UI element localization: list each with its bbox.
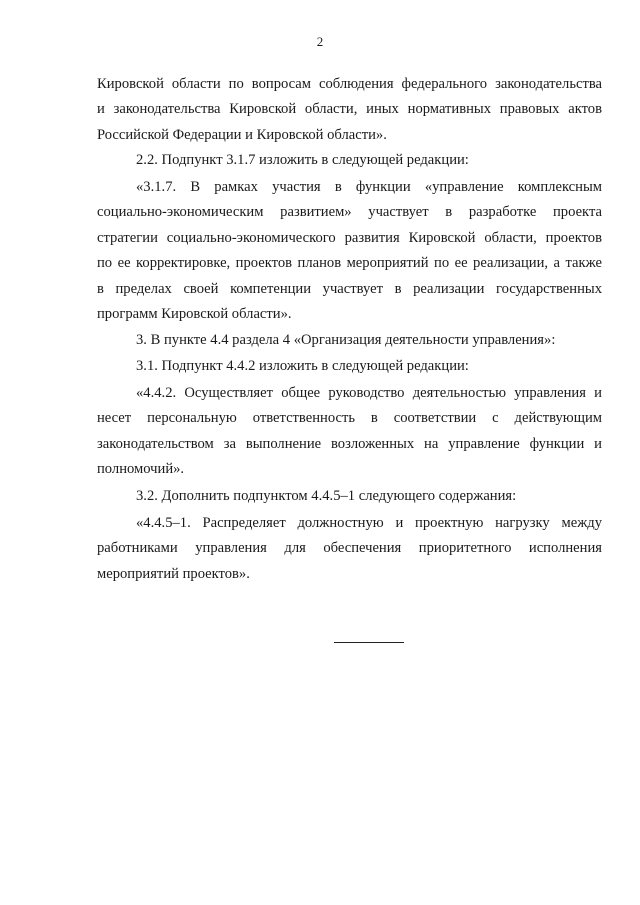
page-number: 2 (316, 34, 324, 49)
text-line: Российской Федерации и Кировской области». (97, 126, 387, 143)
paragraph-3 (97, 328, 602, 353)
paragraph-4-4-2 (97, 381, 602, 483)
paragraph-3-2 (97, 484, 602, 509)
text-line: работниками управления для обеспечения приоритетного исполнения (97, 540, 602, 557)
text-line: 2.2. Подпункт 3.1.7 изложить в следующей редакции: (136, 152, 469, 168)
text-line: «4.4.5–1. Распределяет должностную и проектную нагрузку между (136, 515, 602, 531)
text-line: 3.2. Дополнить подпунктом 4.4.5–1 следующего содержания: (136, 488, 517, 504)
text-line: Кировской области по вопросам соблюдения федерального законодательства (97, 76, 602, 92)
text-line: 3. В пункте 4.4 раздела 4 «Организация деятельности управления»: (136, 332, 556, 348)
paragraph-3-1-7 (97, 175, 602, 327)
text-line: несет персональную ответственность в соответствии с действующим (97, 410, 602, 427)
text-line: стратегии социально-экономического развития Кировской области, проектов (97, 229, 602, 246)
text-line: программ Кировской области». (97, 306, 292, 323)
paragraph-4-4-5-1 (97, 511, 602, 587)
paragraph-2-2 (97, 148, 602, 173)
text-line: законодательством за выполнение возложенных на управление функции и (97, 435, 602, 452)
text-line: социально-экономическим развитием» участвует в разработке проекта (97, 204, 602, 221)
text-line: в пределах своей компетенции участвует в реализации государственных (97, 280, 602, 297)
text-line: 3.1. Подпункт 4.4.2 изложить в следующей редакции: (136, 358, 469, 374)
paragraph-3-1 (97, 354, 602, 379)
text-line: по ее корректировке, проектов планов мероприятий по ее реализации, а также (97, 255, 602, 272)
text-line: «4.4.2. Осуществляет общее руководство деятельностью управления и (136, 385, 602, 401)
text-line: «3.1.7. В рамках участия в функции «управление комплексным (136, 179, 602, 195)
text-line: полномочий». (97, 461, 185, 478)
paragraph-continuation (97, 72, 602, 148)
end-divider (334, 642, 404, 643)
text-line: мероприятий проектов». (97, 565, 250, 582)
text-line: и законодательства Кировской области, иных нормативных правовых актов (97, 101, 602, 118)
